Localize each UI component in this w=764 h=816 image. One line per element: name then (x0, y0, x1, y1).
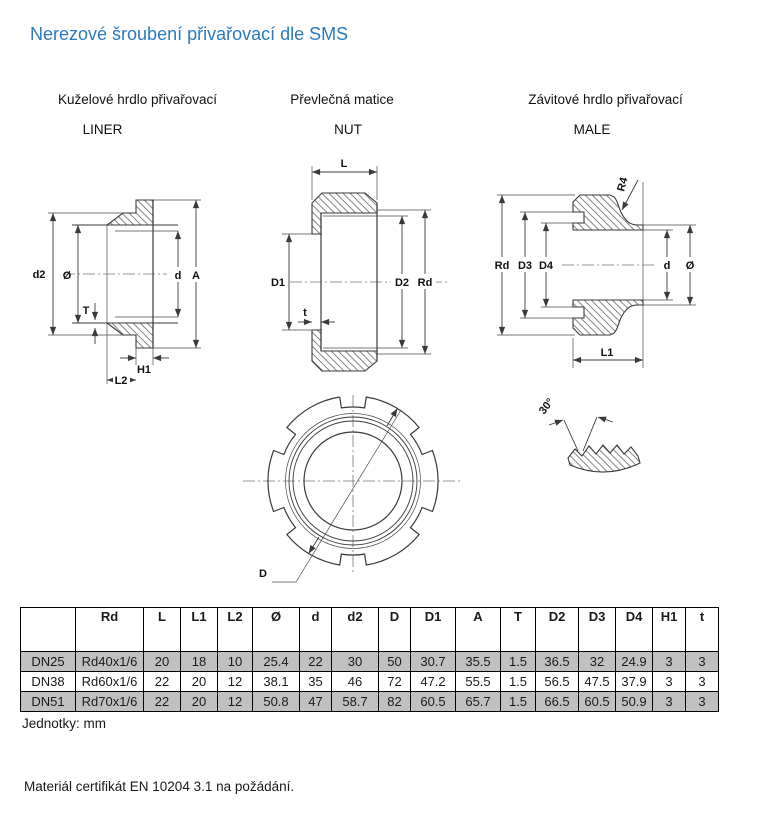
dim-label-D4: D4 (538, 260, 554, 272)
table-cell: 3 (653, 692, 686, 712)
table-cell: 20 (181, 672, 218, 692)
dim-label-T: T (82, 305, 90, 317)
table-cell: 50.9 (616, 692, 653, 712)
table-cell: Rd40x1/6 (76, 652, 144, 672)
column-header-T: T (501, 608, 536, 652)
column-header-L2: L2 (218, 608, 253, 652)
nut-drawing (268, 150, 473, 382)
table-cell: 46 (332, 672, 379, 692)
table-cell: 47.2 (411, 672, 456, 692)
table-cell: 3 (686, 652, 719, 672)
dim-label-Rd: Rd (417, 277, 433, 289)
section-code-nut: NUT (334, 122, 362, 137)
units-note: Jednotky: mm (22, 716, 107, 731)
table-row-DN38 (21, 672, 719, 692)
column-header-H1: H1 (653, 608, 686, 652)
dim-label-d2: d2 (32, 269, 46, 281)
row-label: DN38 (21, 672, 76, 692)
table-cell: 50 (379, 652, 411, 672)
section-heading-male: Závitové hrdlo přivařovací (528, 92, 683, 107)
column-header-D2: D2 (536, 608, 579, 652)
dim-label-A: A (192, 270, 200, 282)
dim-label-d: d (663, 260, 671, 272)
table-cell: 22 (144, 692, 181, 712)
dim-label-D3: D3 (517, 260, 533, 272)
table-cell: 37.9 (616, 672, 653, 692)
table-cell: 18 (181, 652, 218, 672)
table-row-DN25 (21, 652, 719, 672)
column-header-d: d (300, 608, 332, 652)
male-drawing (480, 150, 760, 395)
table-cell: 60.5 (411, 692, 456, 712)
table-cell: 10 (218, 652, 253, 672)
table-cell: 20 (144, 652, 181, 672)
dim-label-t: t (303, 307, 307, 319)
table-cell: 22 (300, 652, 332, 672)
table-header-row (21, 608, 719, 652)
dim-label-L1: L1 (600, 347, 614, 359)
dim-label-R4: R4 (615, 176, 631, 193)
table-cell: 1.5 (501, 692, 536, 712)
section-code-liner: LINER (82, 122, 123, 137)
table-cell: 50.8 (253, 692, 300, 712)
table-cell: 3 (686, 672, 719, 692)
dim-label-Rd: Rd (494, 260, 510, 272)
row-label: DN51 (21, 692, 76, 712)
table-cell: 47 (300, 692, 332, 712)
table-cell: 20 (181, 692, 218, 712)
column-header-D4: D4 (616, 608, 653, 652)
table-cell: 35 (300, 672, 332, 692)
column-header-Ø: Ø (253, 608, 300, 652)
table-cell: 56.5 (536, 672, 579, 692)
table-cell: 25.4 (253, 652, 300, 672)
table-cell: 30.7 (411, 652, 456, 672)
table-cell: 65.7 (456, 692, 501, 712)
column-header-d2: d2 (332, 608, 379, 652)
table-cell: 3 (653, 672, 686, 692)
column-header-dn (21, 608, 76, 652)
table-cell: 30 (332, 652, 379, 672)
serration-detail (520, 388, 680, 500)
page-title: Nerezové šroubení přivařovací dle SMS (30, 24, 349, 44)
dim-label-L2: L2 (114, 375, 128, 387)
table-row-DN51 (21, 692, 719, 712)
column-header-L1: L1 (181, 608, 218, 652)
table-cell: 32 (579, 652, 616, 672)
column-header-D: D (379, 608, 411, 652)
dim-label-D2: D2 (394, 277, 410, 289)
section-code-male: MALE (573, 122, 611, 137)
table-cell: 66.5 (536, 692, 579, 712)
section-heading-liner: Kuželové hrdlo přivařovací (57, 92, 218, 107)
table-cell: 36.5 (536, 652, 579, 672)
dim-label-diameter: Ø (62, 270, 72, 282)
table-cell: 35.5 (456, 652, 501, 672)
column-header-A: A (456, 608, 501, 652)
table-cell: 55.5 (456, 672, 501, 692)
column-header-Rd: Rd (76, 608, 144, 652)
row-label: DN25 (21, 652, 76, 672)
dimension-table (20, 607, 719, 712)
table-cell: 47.5 (579, 672, 616, 692)
table-cell: 38.1 (253, 672, 300, 692)
table-cell: 3 (653, 652, 686, 672)
dim-label-d: d (174, 270, 182, 282)
dim-label-D1: D1 (270, 277, 286, 289)
table-cell: 12 (218, 672, 253, 692)
table-cell: 72 (379, 672, 411, 692)
table-cell: 12 (218, 692, 253, 712)
table-cell: 58.7 (332, 692, 379, 712)
table-cell: 22 (144, 672, 181, 692)
column-header-t: t (686, 608, 719, 652)
table-cell: 24.9 (616, 652, 653, 672)
table-cell: 1.5 (501, 672, 536, 692)
column-header-D3: D3 (579, 608, 616, 652)
table-cell: 82 (379, 692, 411, 712)
material-note: Materiál certifikát EN 10204 3.1 na požádání. (24, 779, 295, 794)
nut-front-view (235, 385, 475, 600)
table-cell: 1.5 (501, 652, 536, 672)
angle-label: 30° (536, 396, 557, 417)
table-cell: Rd70x1/6 (76, 692, 144, 712)
table-cell: 3 (686, 692, 719, 712)
liner-drawing (15, 152, 215, 397)
column-header-L: L (144, 608, 181, 652)
dim-label-H1: H1 (136, 364, 152, 376)
dim-label-D: D (259, 568, 267, 580)
section-heading-nut: Převlečná matice (290, 92, 394, 107)
dim-label-L: L (340, 158, 348, 170)
column-header-D1: D1 (411, 608, 456, 652)
table-cell: Rd60x1/6 (76, 672, 144, 692)
table-cell: 60.5 (579, 692, 616, 712)
dim-label-diameter: Ø (685, 260, 695, 272)
